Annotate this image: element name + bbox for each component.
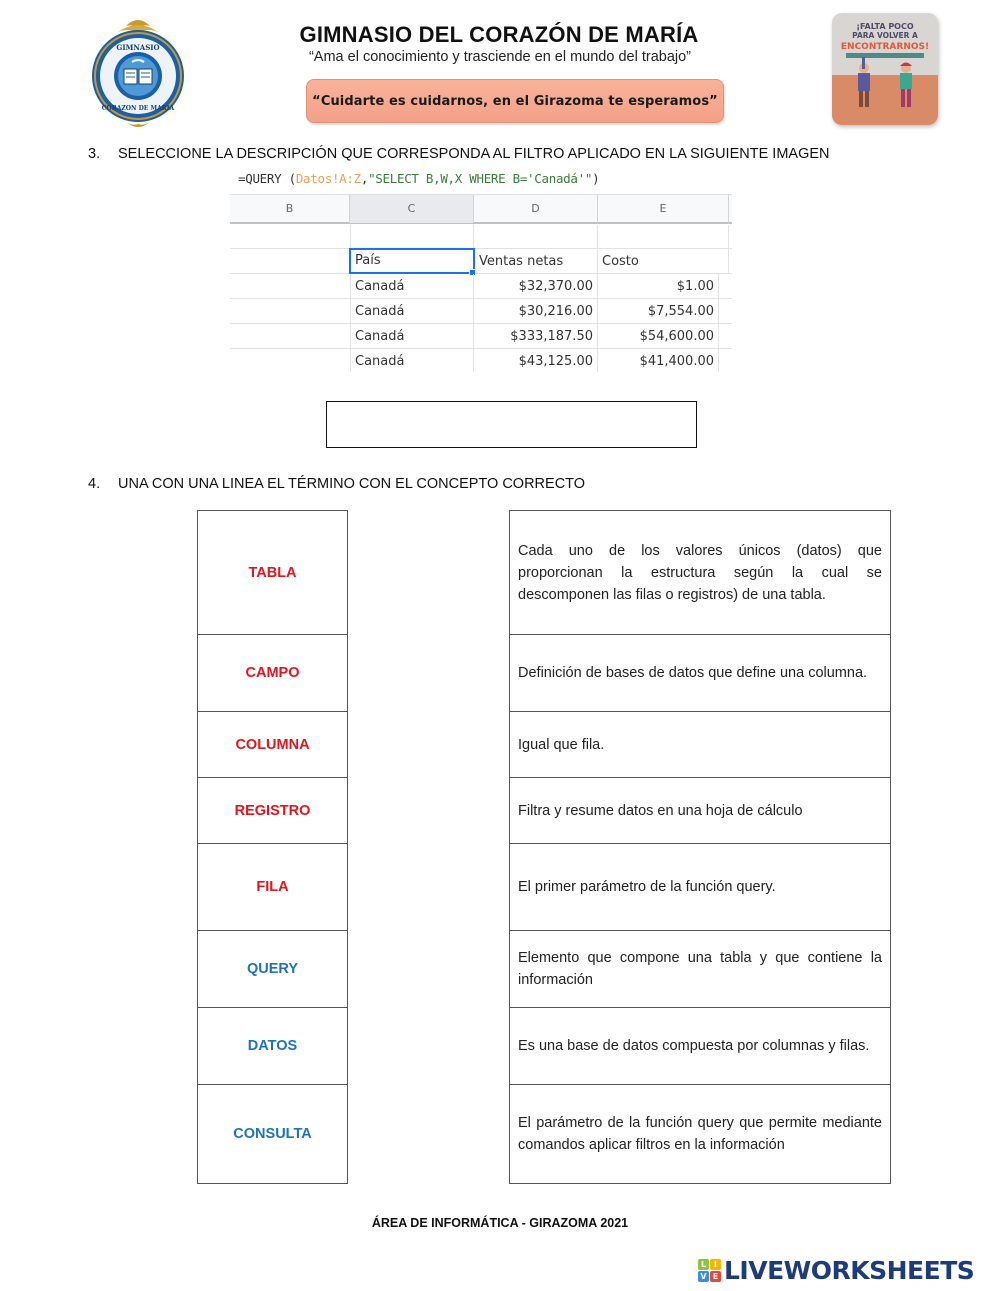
term-query[interactable]: QUERY	[198, 931, 347, 1008]
spreadsheet-image	[230, 194, 732, 372]
school-name: GIMNASIO DEL CORAZÓN DE MARÍA	[299, 22, 699, 47]
definition-1[interactable]: Cada uno de los valores únicos (datos) que proporcionan la estructura según la cual se descomponen las filas o registros) de una tabla.	[510, 511, 890, 635]
svg-text:CORAZON DE MARIA: CORAZON DE MARIA	[101, 105, 175, 112]
liveworksheets-wordmark: LIVEWORKSHEETS	[724, 1255, 975, 1285]
cell-pais-header: País	[349, 248, 475, 274]
table-row: Canadá $333,187.50 $54,600.00	[230, 324, 732, 349]
table-row: Canadá $30,216.00 $7,554.00	[230, 299, 732, 324]
cell-ventas-header: Ventas netas	[475, 249, 598, 273]
slogan-banner	[306, 79, 724, 123]
definition-5[interactable]: El primer parámetro de la función query.	[510, 844, 890, 931]
answer-dropdown-box[interactable]	[326, 401, 697, 448]
term-consulta[interactable]: CONSULTA	[233, 1126, 312, 1142]
table-row: Canadá $43,125.00 $41,400.00	[230, 349, 732, 372]
column-header-b: B	[230, 195, 350, 223]
question-3-heading: 3. SELECCIONE LA DESCRIPCIÓN QUE CORRESPONDA AL FILTRO APLICADO EN LA SIGUIENTE IMAGEN	[88, 146, 830, 162]
table-header-row	[230, 249, 732, 274]
definition-3[interactable]: Igual que fila.	[510, 712, 890, 778]
terms-column	[197, 510, 348, 1184]
definitions-column	[509, 510, 891, 1184]
column-header-d: D	[474, 195, 598, 223]
empty-row	[230, 225, 732, 249]
definition-2[interactable]: Definición de bases de datos que define una columna.	[510, 635, 890, 712]
live-blocks-icon: L I V E	[698, 1259, 721, 1282]
term-tabla[interactable]: TABLA	[198, 511, 347, 635]
footer-text: ÁREA DE INFORMÁTICA - GIRAZOMA 2021	[371, 1216, 629, 1230]
slogan-text: “Cuidarte es cuidarnos, en el Girazoma te esperamos”	[312, 93, 718, 109]
back-to-school-poster	[832, 13, 938, 125]
back-to-school-poster-icon	[832, 13, 938, 125]
liveworksheets-logo[interactable]	[698, 1256, 974, 1284]
column-header-row	[230, 194, 732, 224]
term-campo[interactable]: CAMPO	[198, 635, 347, 712]
term-registro[interactable]: REGISTRO	[198, 778, 347, 844]
svg-text:¡FALTA POCO: ¡FALTA POCO	[856, 22, 914, 31]
term-datos[interactable]: DATOS	[198, 1008, 347, 1085]
column-header-c: C	[350, 195, 474, 223]
question-4-heading: 4. UNA CON UNA LINEA EL TÉRMINO CON EL CONCEPTO CORRECTO	[88, 476, 586, 492]
svg-text:PARA VOLVER A: PARA VOLVER A	[852, 31, 918, 40]
definition-6[interactable]: Elemento que compone una tabla y que contiene la información	[510, 931, 890, 1008]
school-motto: “Ama el conocimiento y trasciende en el mundo del trabajo”	[308, 49, 692, 65]
svg-text:ENCONTRARNOS!: ENCONTRARNOS!	[840, 42, 930, 52]
cell-costo-header: Costo	[598, 249, 729, 273]
term-columna[interactable]: COLUMNA	[198, 712, 347, 778]
definition-8[interactable]: El parámetro de la función query que permite mediante comandos aplicar filtros en la información	[518, 1115, 882, 1153]
definition-7[interactable]: Es una base de datos compuesta por columnas y filas.	[510, 1008, 890, 1085]
table-row: Canadá $32,370.00 $1.00	[230, 274, 732, 299]
svg-text:GIMNASIO: GIMNASIO	[116, 43, 160, 52]
term-fila[interactable]: FILA	[198, 844, 347, 931]
query-formula: =QUERY (Datos!A:Z,"SELECT B,W,X WHERE B='Canadá'")	[238, 171, 600, 186]
column-header-e: E	[598, 195, 729, 223]
definition-4[interactable]: Filtra y resume datos en una hoja de cálculo	[510, 778, 890, 844]
